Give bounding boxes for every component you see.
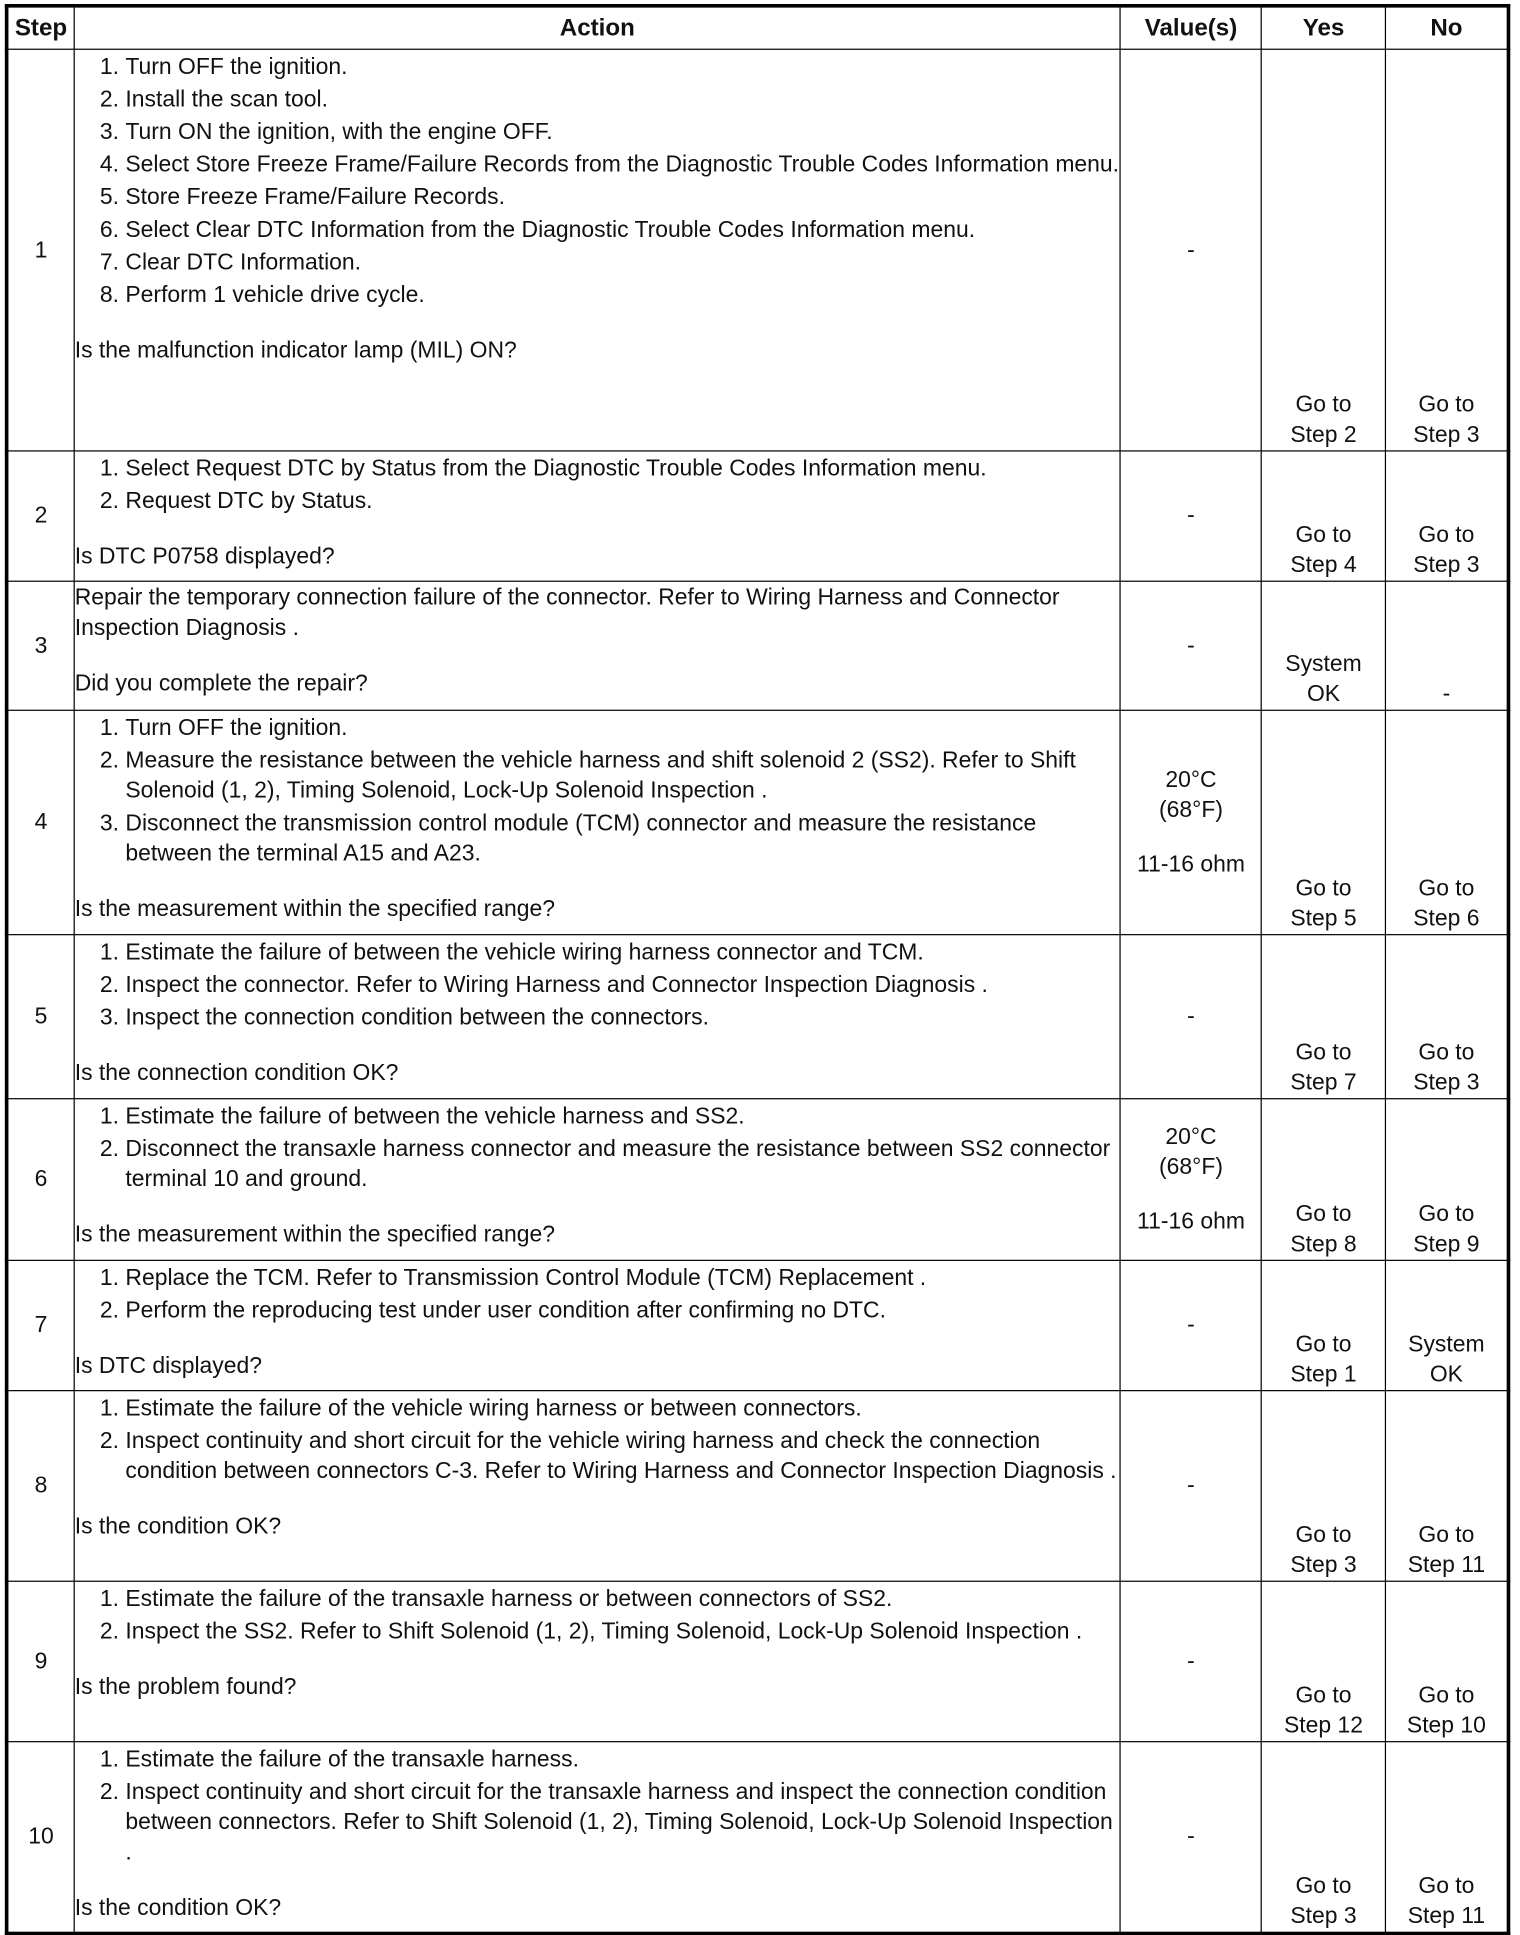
action-step-item: 1. Estimate the failure of the vehicle wiring harness or between connectors. <box>125 1394 1120 1424</box>
no-outcome: Go to Step 3 <box>1386 49 1509 451</box>
yes-outcome: Go to Step 3 <box>1261 1742 1385 1934</box>
step-number: 7 <box>7 1260 74 1390</box>
action-step-item: 1. Estimate the failure of the transaxle harness or between connectors of SS2. <box>125 1584 1120 1614</box>
action-step-item: 6. Select Clear DTC Information from the Diagnostic Trouble Codes Information menu. <box>125 215 1120 245</box>
value-text: 20°C <box>1165 767 1217 793</box>
step-number: 2 <box>7 451 74 581</box>
header-action: Action <box>74 6 1120 49</box>
value-cell <box>1121 710 1262 934</box>
action-steps-list <box>75 454 1120 517</box>
action-step-item: 1. Estimate the failure of between the vehicle harness and SS2. <box>125 1102 1120 1132</box>
action-question: Did you complete the repair? <box>74 671 368 697</box>
value-text: 11-16 ohm <box>1137 1209 1245 1235</box>
action-step-item: 2. Measure the resistance between the vehicle harness and shift solenoid 2 (SS2). Refer to Shift Solenoid (1, 2), Timing Solenoid, Lock-Up Solenoid Inspection . <box>125 746 1120 806</box>
value-text: - <box>1187 1473 1195 1499</box>
yes-outcome: Go to Step 3 <box>1261 1391 1385 1582</box>
action-step-item: 1. Replace the TCM. Refer to Transmission Control Module (TCM) Replacement . <box>125 1263 1120 1293</box>
header-row <box>7 6 1509 49</box>
action-step-item: 2. Inspect continuity and short circuit for the transaxle harness and inspect the connection condition between connectors. Refer to Shift Solenoid (1, 2), Timing Solenoid, Lock-Up Solenoid Inspection . <box>125 1777 1120 1867</box>
no-outcome: - <box>1386 581 1509 710</box>
action-question: Is the problem found? <box>74 1674 297 1701</box>
value-cell <box>1121 1391 1262 1582</box>
action-question: Is the measurement within the specified range? <box>74 1222 556 1248</box>
action-cell <box>74 1581 1120 1741</box>
value-text: - <box>1187 1824 1195 1850</box>
value-cell <box>1121 1099 1262 1261</box>
no-outcome: Go to Step 11 <box>1386 1391 1509 1582</box>
action-step-item: 4. Select Store Freeze Frame/Failure Records from the Diagnostic Trouble Codes Information menu. <box>125 150 1120 180</box>
value-text: - <box>1187 503 1195 529</box>
yes-outcome: Go to Step 4 <box>1261 451 1385 581</box>
value-text: 11-16 ohm <box>1137 852 1245 878</box>
value-text: - <box>1187 633 1195 659</box>
step-number: 6 <box>7 1099 74 1261</box>
action-steps-list <box>75 1745 1120 1868</box>
no-outcome: System OK <box>1386 1260 1509 1390</box>
action-question: Is the condition OK? <box>74 1895 282 1921</box>
action-steps-list <box>75 1263 1120 1326</box>
action-step-item: 7. Clear DTC Information. <box>125 248 1120 278</box>
table-row <box>7 1099 1509 1261</box>
action-cell <box>74 1391 1120 1582</box>
action-step-item: 2. Request DTC by Status. <box>125 487 1120 517</box>
value-text: - <box>1187 1312 1195 1339</box>
step-number: 9 <box>7 1581 74 1741</box>
action-instruction: Repair the temporary connection failure of the connector. Refer to Wiring Harness and Connector Inspection Diagnosis . <box>74 585 1060 641</box>
action-question: Is the measurement within the specified range? <box>74 896 556 922</box>
action-steps-list <box>75 713 1120 869</box>
header-no: No <box>1386 6 1509 49</box>
value-cell <box>1121 451 1262 581</box>
yes-outcome: Go to Step 1 <box>1261 1260 1385 1390</box>
step-number: 3 <box>7 581 74 710</box>
action-question: Is the connection condition OK? <box>74 1060 399 1087</box>
action-step-item: 2. Perform the reproducing test under user condition after confirming no DTC. <box>125 1296 1120 1326</box>
no-outcome: Go to Step 6 <box>1386 710 1509 934</box>
step-number: 10 <box>7 1742 74 1934</box>
action-step-item: 8. Perform 1 vehicle drive cycle. <box>125 280 1120 310</box>
action-cell <box>74 1099 1120 1261</box>
table-row <box>7 1742 1509 1934</box>
header-step: Step <box>7 6 74 49</box>
yes-outcome: Go to Step 5 <box>1261 710 1385 934</box>
action-step-item: 2. Inspect continuity and short circuit for the vehicle wiring harness and check the connection condition between connectors C-3. Refer to Wiring Harness and Connector Inspection Diagnosis . <box>125 1426 1120 1486</box>
table-row <box>7 49 1509 451</box>
action-cell <box>74 581 1120 710</box>
action-question: Is DTC displayed? <box>74 1353 262 1380</box>
action-cell <box>74 1260 1120 1390</box>
action-cell <box>74 935 1120 1099</box>
diagnostic-table <box>5 4 1510 1935</box>
action-steps-list <box>75 52 1120 310</box>
action-step-item: 5. Store Freeze Frame/Failure Records. <box>125 183 1120 213</box>
action-step-item: 3. Inspect the connection condition between the connectors. <box>125 1003 1120 1033</box>
value-cell <box>1121 935 1262 1099</box>
action-steps-list <box>75 938 1120 1033</box>
action-steps-list <box>75 1584 1120 1647</box>
value-text: - <box>1187 1648 1195 1675</box>
yes-outcome: Go to Step 7 <box>1261 935 1385 1099</box>
action-step-item: 3. Turn ON the ignition, with the engine OFF. <box>125 117 1120 147</box>
table-row <box>7 451 1509 581</box>
action-cell <box>74 451 1120 581</box>
table-row <box>7 581 1509 710</box>
action-step-item: 1. Turn OFF the ignition. <box>125 713 1120 743</box>
yes-outcome: Go to Step 12 <box>1261 1581 1385 1741</box>
action-question: Is the malfunction indicator lamp (MIL) ON? <box>74 338 517 364</box>
value-cell <box>1121 581 1262 710</box>
action-step-item: 2. Inspect the SS2. Refer to Shift Solenoid (1, 2), Timing Solenoid, Lock-Up Solenoid Inspection . <box>125 1617 1120 1647</box>
value-cell <box>1121 1260 1262 1390</box>
value-text: (68°F) <box>1159 797 1223 824</box>
value-text: - <box>1187 1004 1195 1030</box>
step-number: 1 <box>7 49 74 451</box>
action-steps-list <box>75 1394 1120 1487</box>
action-question: Is DTC P0758 displayed? <box>74 544 335 570</box>
action-step-item: 3. Disconnect the transmission control module (TCM) connector and measure the resistance between the terminal A15 and A23. <box>125 809 1120 869</box>
action-step-item: 2. Disconnect the transaxle harness connector and measure the resistance between SS2 connector terminal 10 and ground. <box>125 1134 1120 1194</box>
value-cell <box>1121 49 1262 451</box>
value-cell <box>1121 1581 1262 1741</box>
yes-outcome: System OK <box>1261 581 1385 710</box>
step-number: 5 <box>7 935 74 1099</box>
action-steps-list <box>75 1102 1120 1195</box>
action-step-item: 1. Select Request DTC by Status from the Diagnostic Trouble Codes Information menu. <box>125 454 1120 484</box>
no-outcome: Go to Step 3 <box>1386 451 1509 581</box>
value-text: - <box>1187 237 1195 263</box>
action-cell <box>74 1742 1120 1934</box>
table-body <box>7 49 1509 1933</box>
value-text: (68°F) <box>1159 1154 1223 1181</box>
table-row <box>7 710 1509 934</box>
value-text: 20°C <box>1165 1124 1217 1150</box>
header-yes: Yes <box>1261 6 1385 49</box>
table-row <box>7 1391 1509 1582</box>
table-row <box>7 935 1509 1099</box>
yes-outcome: Go to Step 2 <box>1261 49 1385 451</box>
no-outcome: Go to Step 9 <box>1386 1099 1509 1261</box>
action-step-item: 1. Estimate the failure of the transaxle harness. <box>125 1745 1120 1775</box>
action-cell <box>74 49 1120 451</box>
table-row <box>7 1581 1509 1741</box>
no-outcome: Go to Step 3 <box>1386 935 1509 1099</box>
no-outcome: Go to Step 11 <box>1386 1742 1509 1934</box>
header-values: Value(s) <box>1121 6 1262 49</box>
step-number: 4 <box>7 710 74 934</box>
step-number: 8 <box>7 1391 74 1582</box>
action-question: Is the condition OK? <box>74 1514 282 1540</box>
action-cell <box>74 710 1120 934</box>
no-outcome: Go to Step 10 <box>1386 1581 1509 1741</box>
action-step-item: 2. Inspect the connector. Refer to Wiring Harness and Connector Inspection Diagnosis . <box>125 970 1120 1000</box>
action-step-item: 1. Turn OFF the ignition. <box>125 52 1120 82</box>
action-step-item: 2. Install the scan tool. <box>125 85 1120 115</box>
value-cell <box>1121 1742 1262 1934</box>
yes-outcome: Go to Step 8 <box>1261 1099 1385 1261</box>
action-step-item: 1. Estimate the failure of between the vehicle wiring harness connector and TCM. <box>125 938 1120 968</box>
table-row <box>7 1260 1509 1390</box>
